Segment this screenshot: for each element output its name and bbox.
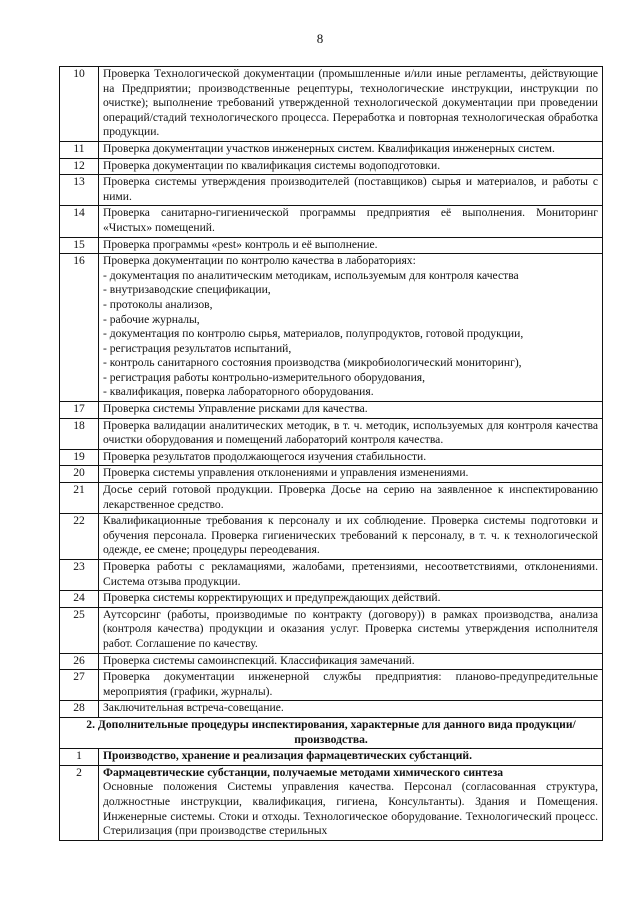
table-row <box>60 449 603 466</box>
table-row <box>60 141 603 158</box>
row-number: 26 <box>60 653 99 670</box>
row-text <box>99 237 603 254</box>
table-row <box>60 591 603 608</box>
table-row <box>60 206 603 237</box>
row-text <box>99 670 603 701</box>
table-row <box>60 175 603 206</box>
row-text-main: Проверка результатов продолжающегося изучения стабильности. <box>103 449 427 463</box>
row-text <box>99 483 603 514</box>
row-text <box>99 449 603 466</box>
row-number: 24 <box>60 591 99 608</box>
table-row <box>60 607 603 653</box>
row-text <box>99 141 603 158</box>
table-row <box>60 701 603 718</box>
table-row <box>60 765 603 840</box>
row-text <box>99 591 603 608</box>
row-number: 12 <box>60 158 99 175</box>
row-text <box>99 254 603 402</box>
row-text <box>99 466 603 483</box>
row-list-item: - рабочие журналы, <box>103 312 200 326</box>
row-list-item: - контроль санитарного состояния производства (микробиологический мониторинг), <box>103 356 522 370</box>
page-number: 8 <box>316 31 324 46</box>
row-number: 1 <box>60 749 99 766</box>
row-text-main: Проверка документации по квалификация системы водоподготовки. <box>103 158 441 172</box>
row-text-main: Проверка системы самоинспекций. Классификация замечаний. <box>103 653 415 667</box>
row-text-main: Проверка валидации аналитических методик, в т. ч. методик, используемых для контроля качества очистки оборудования и помещений лабораторий контроля качества. <box>103 418 598 447</box>
row-list-item: - документация по контролю сырья, материалов, полупродуктов, готовой продукции, <box>103 327 524 341</box>
section-header-row <box>60 717 603 748</box>
row-text-main: Проверка Технологической документации (промышленные и/или иные регламенты, действующие на Предприятии; производственные рецептуры, технологические инструкции, инструкции по очистке); выполнение требований утвержденной технологической документации при проведении операций/стадий технологического процесса. Переработка и повторная технологическая обработка продукции. <box>103 67 598 139</box>
table-row <box>60 514 603 560</box>
row-number: 19 <box>60 449 99 466</box>
inspection-procedures-table <box>59 66 603 841</box>
row-list-item: - документация по аналитическим методикам, используемым для контроля качества <box>103 268 519 282</box>
row-number: 13 <box>60 175 99 206</box>
row-text-main: Проверка документации по контролю качества в лабораториях: <box>103 254 416 268</box>
table-row <box>60 402 603 419</box>
table-row <box>60 560 603 591</box>
row-list-item: - внутризаводские спецификации, <box>103 283 271 297</box>
row-heading: Фармацевтические субстанции, получаемые методами химического синтеза <box>103 765 504 779</box>
row-number: 25 <box>60 607 99 653</box>
row-number: 11 <box>60 141 99 158</box>
row-number: 15 <box>60 237 99 254</box>
table-row <box>60 483 603 514</box>
row-text <box>99 158 603 175</box>
row-text-main: Аутсорсинг (работы, производимые по контракту (договору)) в рамках производства, анализа (контроля качества) продукции и оказания услуг. Проверка системы утверждения исполнителя работ. Соглашение по качеству. <box>103 607 598 650</box>
row-text-main: Досье серий готовой продукции. Проверка Досье на серию на заявленное к инспектированию лекарственное средство. <box>103 483 598 511</box>
row-number: 2 <box>60 765 99 840</box>
row-list-item: - квалификация, поверка лабораторного оборудования. <box>103 385 374 399</box>
table-row <box>60 653 603 670</box>
row-text-main: Проверка системы Управление рисками для качества. <box>103 402 368 416</box>
row-number: 21 <box>60 483 99 514</box>
row-number: 14 <box>60 206 99 237</box>
row-text <box>99 749 603 766</box>
table-row <box>60 254 603 402</box>
row-list-item: - регистрация работы контрольно-измерительного оборудования, <box>103 370 426 384</box>
row-text-main: Проверка системы корректирующих и предупреждающих действий. <box>103 591 441 605</box>
row-text-main: Проверка работы с рекламациями, жалобами, претензиями, несоответствиями, отклонениями. Система отзыва продукции. <box>103 560 598 588</box>
table-row <box>60 158 603 175</box>
table-row <box>60 67 603 142</box>
row-text-main: Проверка санитарно-гигиенической программы предприятия её выполнения. Мониторинг «Чистых» помещений. <box>103 206 598 234</box>
row-text-main: Проверка документации участков инженерных систем. Квалификация инженерных систем. <box>103 141 555 155</box>
table-row <box>60 670 603 701</box>
row-text <box>99 175 603 206</box>
row-heading: Производство, хранение и реализация фармацевтических субстанций. <box>103 749 472 763</box>
row-text-main: Заключительная встреча-совещание. <box>103 701 284 715</box>
table-row <box>60 418 603 449</box>
table-row <box>60 237 603 254</box>
row-text <box>99 206 603 237</box>
section-title: 2. Дополнительные процедуры инспектирования, характерные для данного вида продукции/производства. <box>60 717 603 748</box>
row-text <box>99 514 603 560</box>
row-text <box>99 607 603 653</box>
row-number: 17 <box>60 402 99 419</box>
row-list-item: - регистрация результатов испытаний, <box>103 341 292 355</box>
row-text <box>99 67 603 142</box>
row-text-main: Проверка системы управления отклонениями и управления изменениями. <box>103 466 469 480</box>
row-number: 20 <box>60 466 99 483</box>
table-row <box>60 466 603 483</box>
row-text-main: Проверка документации инженерной службы предприятия: планово-предупредительные мероприятия (графики, журналы). <box>103 670 598 698</box>
row-text <box>99 402 603 419</box>
procedures-table-body <box>60 67 603 841</box>
row-number: 18 <box>60 418 99 449</box>
row-text <box>99 653 603 670</box>
row-text <box>99 765 603 840</box>
row-number: 16 <box>60 254 99 402</box>
row-number: 23 <box>60 560 99 591</box>
row-number: 27 <box>60 670 99 701</box>
row-text-main: Основные положения Системы управления качества. Персонал (согласованная структура, должностные инструкции, квалификация, гигиена, Консультанты). Здания и Помещения. Инженерные системы. Стоки и отходы. Технологическое оборудование. Технологический процесс. Стерилизация (при производстве стерильных <box>103 780 598 838</box>
row-text <box>99 701 603 718</box>
row-number: 10 <box>60 67 99 142</box>
row-text-main: Проверка программы «pest» контроль и её выполнение. <box>103 237 378 251</box>
row-number: 28 <box>60 701 99 718</box>
row-number: 22 <box>60 514 99 560</box>
table-row <box>60 749 603 766</box>
row-text <box>99 418 603 449</box>
row-list-item: - протоколы анализов, <box>103 297 213 311</box>
row-text-main: Проверка системы утверждения производителей (поставщиков) сырья и материалов, и работы с ними. <box>103 175 598 203</box>
row-text <box>99 560 603 591</box>
row-text-main: Квалификационные требования к персоналу и их соблюдение. Проверка системы подготовки и обучения персонала. Проверка гигиенических требований к персоналу, в т. ч. к технологической одежде, ее смене; процедуры переодевания. <box>103 514 598 557</box>
